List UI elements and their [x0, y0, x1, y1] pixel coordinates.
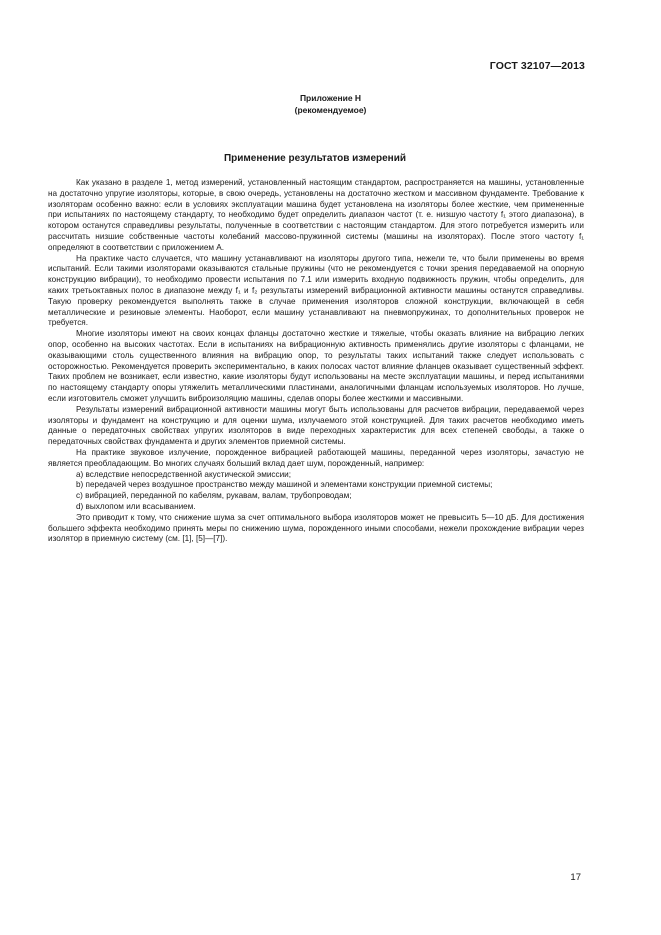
- list-item: a) вследствие непосредственной акустической эмиссии;: [76, 469, 292, 479]
- annex-status: (рекомендуемое): [294, 105, 367, 115]
- annex-title: Приложение Н: [299, 93, 362, 103]
- body-text: [48, 178, 584, 545]
- paragraph: Как указано в разделе 1, метод измерений, установленный настоящим стандартом, распространяется на машины, установленные на достаточно упругие изоляторы, которые, в свою очередь, установлены на достаточно жестком и массивном фундаменте. Требование к изоляторам особенно важно: если в условиях эксплуатации машина будет установлена на изоляторы более жесткие, чем примененные при испытаниях по настоящему стандарту, то необходимо будет определить диапазон частот (т. е. низшую частоту f₁ этого диапазона), в котором останутся справедливы результаты, полученные в соответствии с настоящим стандартом. Для этого потребуется измерить или рассчитать низшие собственные частоты колебаний массово-пружинной системы (машины на изоляторах). После этого частоту f₁ определяют в соответствии с приложением А.: [48, 178, 584, 252]
- page-number: 17: [570, 872, 581, 883]
- paragraph: Результаты измерений вибрационной активности машины могут быть использованы для расчетов вибрации, передаваемой через изоляторы и фундамент на конструкцию и для оценки шума, излучаемого этой конструкцией. Для таких расчетов необходимо иметь данные о передаточных свойствах упругих изоляторов в виде переходных характеристик для всех степеней свободы, а также о передаточных свойствах фундамента и других элементов приемной системы.: [48, 404, 584, 447]
- list-item: d) выхлопом или всасыванием.: [76, 501, 196, 511]
- paragraph: Многие изоляторы имеют на своих концах фланцы достаточно жесткие и тяжелые, чтобы оказать влияние на вибрацию легких опор, особенно на высоких частотах. Если в испытаниях на вибрационную активность применялись другие изоляторы с фланцами, не оказывающими столь существенного влияния на вибрацию опор, то результаты таких испытаний также следует использовать с осторожностью. Рекомендуется проверить экспериментально, в каких полосах частот влияние фланцев оказывает существенный эффект. Таких проблем не возникает, если известно, какие изоляторы будут использованы на месте эксплуатации машины, и перед испытаниями по настоящему стандарту опоры утяжелить металлическими пластинами, аналогичными фланцам используемых изоляторов. Но лучше, если изготовитель сможет улучшить виброизоляцию машины, сделав опоры более жесткими и массивными.: [48, 329, 584, 403]
- paragraph: На практике звуковое излучение, порожденное вибрацией работающей машины, переданной через изоляторы, зачастую не является преобладающим. Во многих случаях больший вклад дает шум, порожденный, например:: [48, 447, 584, 468]
- annex-header: [0, 92, 661, 116]
- section-heading: Применение результатов измерений: [223, 153, 407, 164]
- list-item: c) вибрацией, переданной по кабелям, рукавам, валам, трубопроводам;: [76, 491, 352, 501]
- list-item: b) передачей через воздушное пространство между машиной и элементами конструкции приемной системы;: [76, 480, 493, 490]
- document-code: ГОСТ 32107—2013: [489, 60, 585, 72]
- paragraph: На практике часто случается, что машину устанавливают на изоляторы другого типа, нежели те, что были применены во время испытаний. Если такими изоляторами оказываются стальные пружины (что не рекомендуется с точки зрения передаваемой на опорную конструкцию вибрации), то необходимо провести испытания по 7.1 или измерить входную подвижность пружин, чтобы определить, для каких третьоктавных полос в диапазоне между f₁ и f₂ результаты измерений вибрационной активности машины останутся справедливы. Такую проверку рекомендуется выполнять также в случае применения изоляторов сложной конструкции, включающей в себя металлические и резиновые элементы. Наоборот, если машину устанавливают на пневмопружинах, то дополнительных проверок не требуется.: [48, 253, 584, 328]
- closing-paragraph: Это приводит к тому, что снижение шума за счет оптимального выбора изоляторов может не превысить 5—10 дБ. Для достижения большего эффекта необходимо принять меры по снижению шума, порожденного иными способами, нежели прохождение вибрации через изолятор в приемную систему (см. [1], [5]—[7]).: [48, 512, 584, 544]
